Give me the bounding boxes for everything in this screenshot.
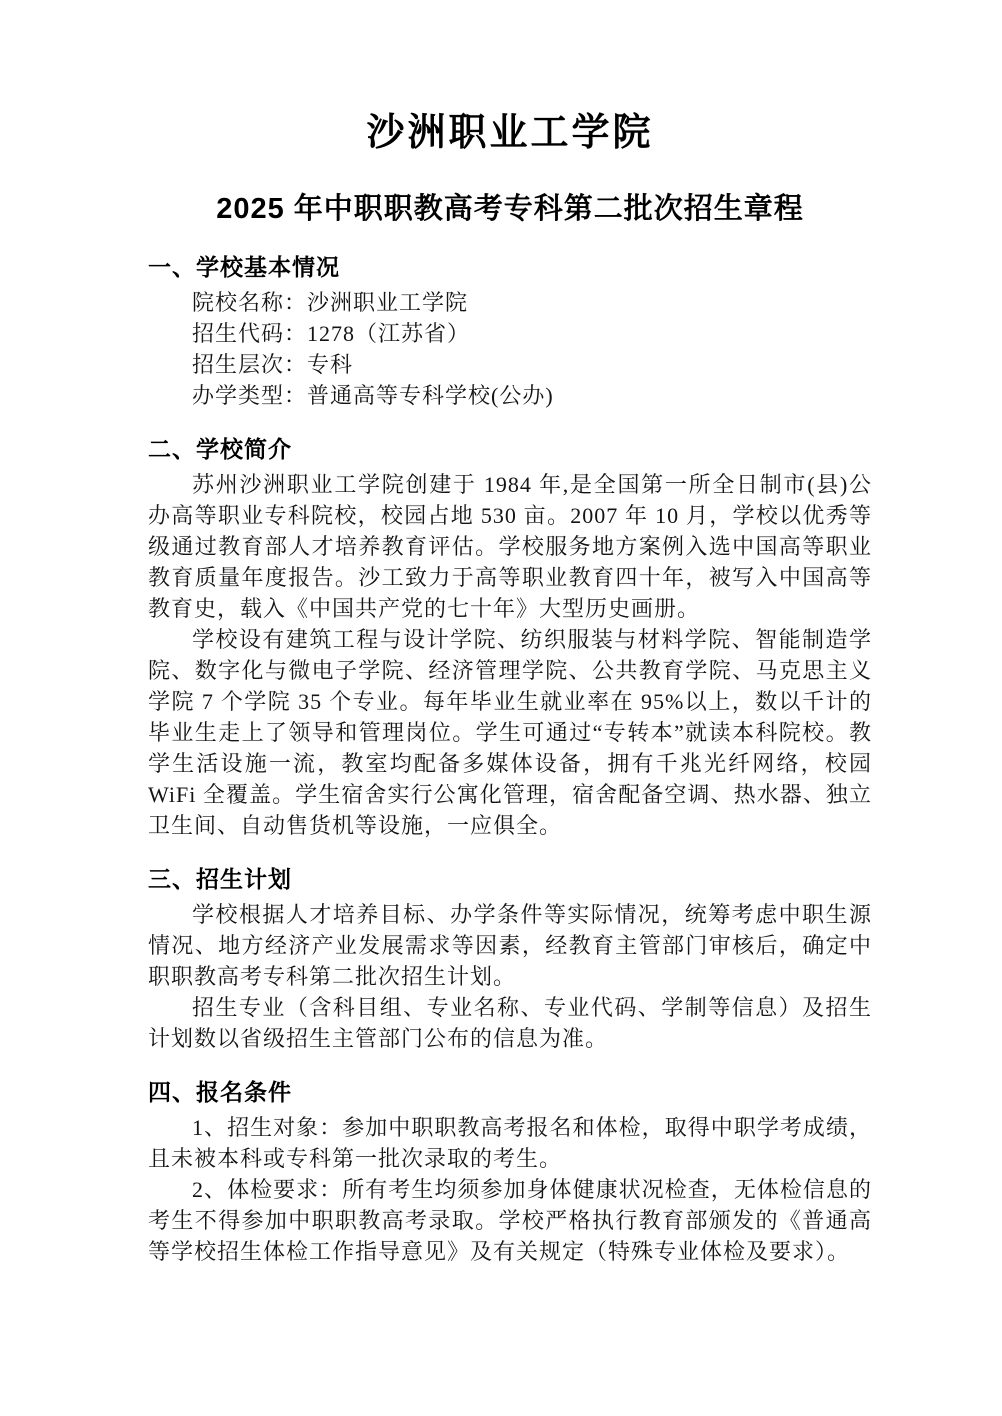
info-line-school-name: 院校名称：沙洲职业工学院 [192,290,469,316]
paragraph-admission-target: 1、招生对象：参加中职职教高考报名和体检，取得中职学考成绩，且未被本科或专科第一批次录取的考生。 [148,1115,872,1172]
paragraph-school-facilities: 学校设有建筑工程与设计学院、纺织服装与材料学院、智能制造学院、数字化与微电子学院、经济管理学院、公共教育学院、马克思主义学院 7 个学院 35 个专业。每年毕业生就业率在 95%以上，数以千计的毕业生走上了领导和管理岗位。学生可通过“专转本”就读本科院校。教学生活设施一流，教室均配备多媒体设备，拥有千兆光纤网络，校园 WiFi 全覆盖。学生宿舍实行公寓化管理，宿舍配备空调、热水器、独立卫生间、自动售货机等设施，一应俱全。 [148,627,872,839]
info-line-admission-level: 招生层次：专科 [192,352,354,378]
info-line-admission-code: 招生代码：1278（江苏省） [192,321,471,347]
section-heading-application-requirements: 四、报名条件 [148,1079,292,1106]
document-subtitle: 2025 年中职职教高考专科第二批次招生章程 [216,192,804,225]
section-school-intro [148,434,872,841]
section-heading-basic-info: 一、学校基本情况 [148,254,340,281]
section-application-requirements [148,1077,872,1267]
paragraph-medical-requirements: 2、体检要求：所有考生均须参加身体健康状况检查，无体检信息的考生不得参加中职职教高考录取。学校严格执行教育部颁发的《普通高等学校招生体检工作指导意见》及有关规定（特殊专业体检及要求）。 [148,1177,872,1265]
paragraph-school-history: 苏州沙洲职业工学院创建于 1984 年,是全国第一所全日制市(县)公办高等职业专科院校，校园占地 530 亩。2007 年 10 月，学校以优秀等级通过教育部人才培养教育评估。学校服务地方案例入选中国高等职业教育质量年度报告。沙工致力于高等职业教育四十年，被写入中国高等教育史，载入《中国共产党的七十年》大型历史画册。 [148,472,872,622]
section-enrollment-plan [148,864,872,1054]
document-title: 沙洲职业工学院 [366,112,654,154]
section-heading-school-intro: 二、学校简介 [148,436,292,463]
paragraph-plan-publication: 招生专业（含科目组、专业名称、专业代码、学制等信息）及招生计划数以省级招生主管部门公布的信息为准。 [148,995,872,1052]
paragraph-plan-determination: 学校根据人才培养目标、办学条件等实际情况，统筹考虑中职生源情况、地方经济产业发展需求等因素，经教育主管部门审核后，确定中职职教高考专科第二批次招生计划。 [148,902,872,990]
section-heading-enrollment-plan: 三、招生计划 [148,866,292,893]
info-line-school-type: 办学类型：普通高等专科学校(公办) [192,383,554,409]
section-basic-info [148,252,872,411]
